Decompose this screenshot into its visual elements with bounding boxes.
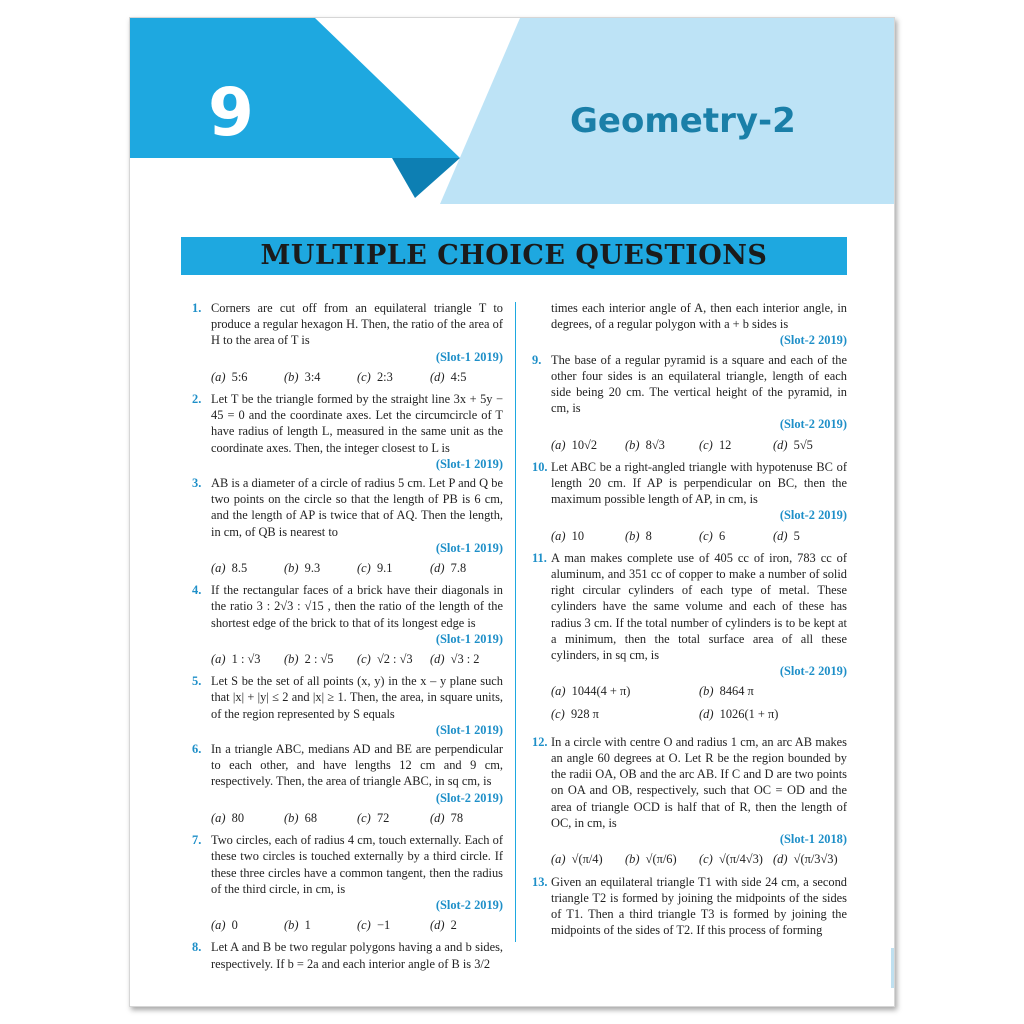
book-page: [129, 17, 895, 1007]
option-label: (d): [430, 918, 445, 933]
exam-slot-tag: (Slot-1 2019): [435, 540, 503, 555]
answer-option: [284, 560, 357, 576]
question-number: 10.: [532, 459, 548, 474]
answer-option: [699, 851, 773, 867]
option-value: 7.8: [450, 561, 467, 576]
answer-option: [211, 810, 284, 826]
option-label: (d): [773, 852, 788, 867]
answer-option: [551, 706, 699, 722]
answer-options: [532, 437, 847, 453]
option-value: 12: [718, 437, 732, 452]
answer-option: [430, 369, 503, 385]
answer-option: [357, 810, 430, 826]
chapter-title: Geometry-2: [570, 101, 796, 141]
option-label: (b): [284, 561, 299, 576]
page-edge-mark: [891, 948, 894, 988]
option-value: 10: [571, 528, 585, 543]
question-text: The base of a regular pyramid is a square and each of the other four sides is an equilateral triangle, length of each side being 20 cm. The vertical height of the pyramid, in cm, is: [551, 352, 847, 416]
option-label: (c): [357, 810, 371, 825]
option-label: (a): [551, 528, 566, 543]
answer-option: [430, 917, 503, 933]
option-label: (d): [430, 369, 445, 384]
answer-option: [699, 706, 847, 722]
option-value: √3 : 2: [450, 652, 480, 667]
option-value: 1: [304, 918, 311, 933]
option-label: (a): [211, 369, 226, 384]
option-value: 3:4: [304, 369, 321, 384]
question-text: Let A and B be two regular polygons having a and b sides, respectively. If b = 2a and each interior angle of B is 3/2: [211, 940, 503, 971]
option-value: 8464 π: [719, 684, 754, 699]
option-value: 2: [450, 918, 457, 933]
option-label: (b): [625, 528, 640, 543]
answer-options: [532, 683, 847, 727]
option-value: 928 π: [570, 706, 599, 721]
option-value: 5√5: [793, 437, 813, 452]
question-item: [532, 874, 847, 939]
question-item: [192, 741, 503, 806]
question-text: In a triangle ABC, medians AD and BE are perpendicular to each other, and have lengths 12 cm and 9 cm, respectively. Then, the area of triangle ABC, in sq cm, is: [211, 742, 503, 789]
option-value: 80: [231, 810, 245, 825]
question-item: [192, 475, 503, 556]
answer-option: [357, 917, 430, 933]
answer-option: [625, 851, 699, 867]
question-number: 8.: [192, 940, 202, 955]
exam-slot-tag: (Slot-2 2019): [779, 664, 847, 679]
banner-left-panel: [130, 18, 460, 158]
section-header-bar: [181, 237, 847, 275]
option-label: (c): [699, 528, 713, 543]
answer-option: [357, 651, 430, 667]
answer-option: [551, 683, 699, 699]
option-label: (c): [357, 369, 371, 384]
option-label: (d): [430, 810, 445, 825]
option-value: 2:3: [376, 369, 393, 384]
answer-option: [699, 683, 847, 699]
question-item: [192, 582, 503, 647]
answer-option: [357, 560, 430, 576]
answer-option: [773, 851, 847, 867]
option-label: (c): [357, 561, 371, 576]
exam-slot-tag: (Slot-1 2019): [435, 456, 503, 471]
question-text: A man makes complete use of 405 cc of iron, 783 cc of aluminum, and 351 cc of copper to make a number of solid right circular cylinders of each type of metal. These cylinders have the same volume and each of these has radius 3 cm. If the total number of cylinders is to be kept at a minimum, then the total surface area of all these cylinders, in sq cm, is: [551, 550, 847, 663]
exam-slot-tag: (Slot-2 2019): [779, 417, 847, 432]
chapter-number: 9: [208, 74, 254, 151]
option-value: 4:5: [450, 369, 467, 384]
option-value: 5:6: [231, 369, 248, 384]
exam-slot-tag: (Slot-2 2019): [435, 790, 503, 805]
answer-option: [625, 528, 699, 544]
option-value: √2 : √3: [376, 652, 413, 667]
question-text: AB is a diameter of a circle of radius 5 cm. Let P and Q be two points on the circle so that the length of PB is 6 cm, and the length of AP is twice that of AQ. Then the length, in cm, of QB is nearest to: [211, 476, 503, 539]
answer-option: [699, 437, 773, 453]
answer-option: [430, 560, 503, 576]
option-value: √(π/4): [571, 852, 603, 867]
option-value: 0: [231, 918, 238, 933]
question-item: [192, 300, 503, 365]
option-value: 1 : √3: [231, 652, 261, 667]
answer-option: [284, 810, 357, 826]
answer-option: [211, 369, 284, 385]
answer-options: [532, 528, 847, 544]
question-text: In a circle with centre O and radius 1 cm, an arc AB makes an angle 60 degrees at O. Let R be the region bounded by the radii OA, OB and the arc AB. If C and D are two points on OA and OB, respectively, such that OC = OD and the area of triangle OCD is half that of R, then the length of OC, in cm, is: [551, 734, 847, 830]
answer-option: [430, 810, 503, 826]
answer-options: [192, 369, 503, 385]
option-value: 9.1: [376, 561, 393, 576]
question-text: times each interior angle of A, then each interior angle, in degrees, of a regular polygon with a + b sides is: [551, 301, 847, 332]
option-label: (a): [211, 561, 226, 576]
option-value: 2 : √5: [304, 652, 334, 667]
option-label: (b): [284, 810, 299, 825]
option-value: 8√3: [645, 437, 665, 452]
option-value: 68: [304, 810, 318, 825]
option-value: 1044(4 + π): [571, 684, 631, 699]
answer-options: [192, 810, 503, 826]
option-value: 6: [718, 528, 726, 543]
option-value: 5: [793, 528, 800, 543]
answer-option: [551, 528, 625, 544]
option-label: (c): [699, 852, 713, 867]
answer-option: [284, 651, 357, 667]
option-label: (d): [430, 561, 445, 576]
exam-slot-tag: (Slot-1 2019): [435, 349, 503, 364]
option-label: (c): [551, 706, 565, 721]
answer-option: [625, 437, 699, 453]
answer-option: [551, 437, 625, 453]
option-label: (d): [773, 528, 788, 543]
answer-option: [699, 528, 773, 544]
question-item: [192, 391, 503, 472]
answer-options: [532, 851, 847, 867]
option-label: (a): [551, 684, 566, 699]
option-label: (d): [773, 437, 788, 452]
question-text: Corners are cut off from an equilateral triangle T to produce a regular hexagon H. Then, the ratio of the area of H to the area of T is: [211, 301, 503, 348]
question-number: 4.: [192, 583, 202, 598]
question-item: [532, 550, 847, 680]
question-number: 12.: [532, 734, 548, 749]
option-label: (c): [699, 437, 713, 452]
answer-option: [551, 851, 625, 867]
exam-slot-tag: (Slot-1 2019): [435, 722, 503, 737]
exam-slot-tag: (Slot-2 2019): [435, 897, 503, 912]
option-value: 1026(1 + π): [719, 706, 779, 721]
left-question-column: [192, 300, 503, 975]
answer-option: [357, 369, 430, 385]
question-number: 2.: [192, 392, 202, 407]
question-item: [532, 734, 847, 847]
option-label: (a): [551, 437, 566, 452]
option-label: (a): [211, 652, 226, 667]
option-label: (c): [357, 918, 371, 933]
answer-option: [211, 560, 284, 576]
question-number: 9.: [532, 352, 542, 367]
option-value: 10√2: [571, 437, 598, 452]
option-value: 8.5: [231, 561, 248, 576]
answer-option: [211, 917, 284, 933]
question-text: Let S be the set of all points (x, y) in the x – y plane such that |x| + |y| ≤ 2 and |x| ≥ 1. Then, the area, in square units, of the region represented by S equals: [211, 674, 503, 721]
question-number: 7.: [192, 833, 202, 848]
question-item: [192, 673, 503, 738]
answer-option: [773, 437, 847, 453]
exam-slot-tag: (Slot-2 2019): [779, 333, 847, 348]
question-item: [532, 459, 847, 524]
option-value: √(π/3√3): [793, 852, 838, 867]
question-text: If the rectangular faces of a brick have their diagonals in the ratio 3 : 2√3 : √15 , then the ratio of the length of the shortest edge of the brick to that of its longest edge is: [211, 583, 503, 630]
exam-slot-tag: (Slot-1 2019): [435, 631, 503, 646]
option-label: (d): [699, 706, 714, 721]
option-value: 8: [645, 528, 652, 543]
answer-option: [284, 917, 357, 933]
option-label: (b): [625, 852, 640, 867]
option-value: 9.3: [304, 561, 321, 576]
option-value: −1: [376, 918, 391, 933]
answer-option: [773, 528, 847, 544]
question-text: Given an equilateral triangle T1 with side 24 cm, a second triangle T2 is formed by joining the midpoints of the sides of T1. Then a third triangle T3 is formed by joining the midpoints of the sides of T2. If this process of forming: [551, 874, 847, 938]
option-label: (d): [430, 652, 445, 667]
option-label: (b): [625, 437, 640, 452]
question-item: [192, 832, 503, 913]
exam-slot-tag: (Slot-2 2019): [779, 508, 847, 523]
option-label: (a): [551, 852, 566, 867]
answer-option: [430, 651, 503, 667]
exam-slot-tag: (Slot-1 2018): [779, 832, 847, 847]
question-number: 13.: [532, 874, 548, 889]
option-value: √(π/4√3): [718, 852, 763, 867]
option-label: (b): [699, 684, 714, 699]
question-text: Two circles, each of radius 4 cm, touch externally. Each of these two circles is touched externally by a third circle. If these three circles have a common tangent, then the radius of the third circle, in cm, is: [211, 833, 503, 896]
option-label: (a): [211, 810, 226, 825]
answer-options: [192, 560, 503, 576]
answer-option: [211, 651, 284, 667]
question-item: [532, 352, 847, 433]
section-title: MULTIPLE CHOICE QUESTIONS: [260, 240, 768, 271]
option-value: 78: [450, 810, 464, 825]
question-text: Let T be the triangle formed by the straight line 3x + 5y − 45 = 0 and the coordinate axes. Let the circumcircle of T have radius of length L, measured in the same unit as the coordinate axes. Then, the integer closest to L is: [211, 392, 503, 455]
option-label: (b): [284, 369, 299, 384]
option-value: √(π/6): [645, 852, 677, 867]
column-divider: [515, 302, 516, 942]
question-number: 5.: [192, 674, 202, 689]
option-value: 72: [376, 810, 390, 825]
option-label: (b): [284, 918, 299, 933]
question-number: 6.: [192, 742, 202, 757]
option-label: (a): [211, 918, 226, 933]
right-question-column: [532, 300, 847, 941]
question-number: 1.: [192, 301, 202, 315]
question-text: Let ABC be a right-angled triangle with hypotenuse BC of length 20 cm. If AP is perpendicular on BC, then the maximum possible length of AP, in cm, is: [551, 459, 847, 507]
question-item: [532, 300, 847, 349]
question-number: 11.: [532, 550, 547, 565]
answer-option: [284, 369, 357, 385]
option-label: (c): [357, 652, 371, 667]
question-number: 3.: [192, 476, 202, 491]
question-item: [192, 939, 503, 971]
answer-options: [192, 651, 503, 667]
answer-options: [192, 917, 503, 933]
option-label: (b): [284, 652, 299, 667]
